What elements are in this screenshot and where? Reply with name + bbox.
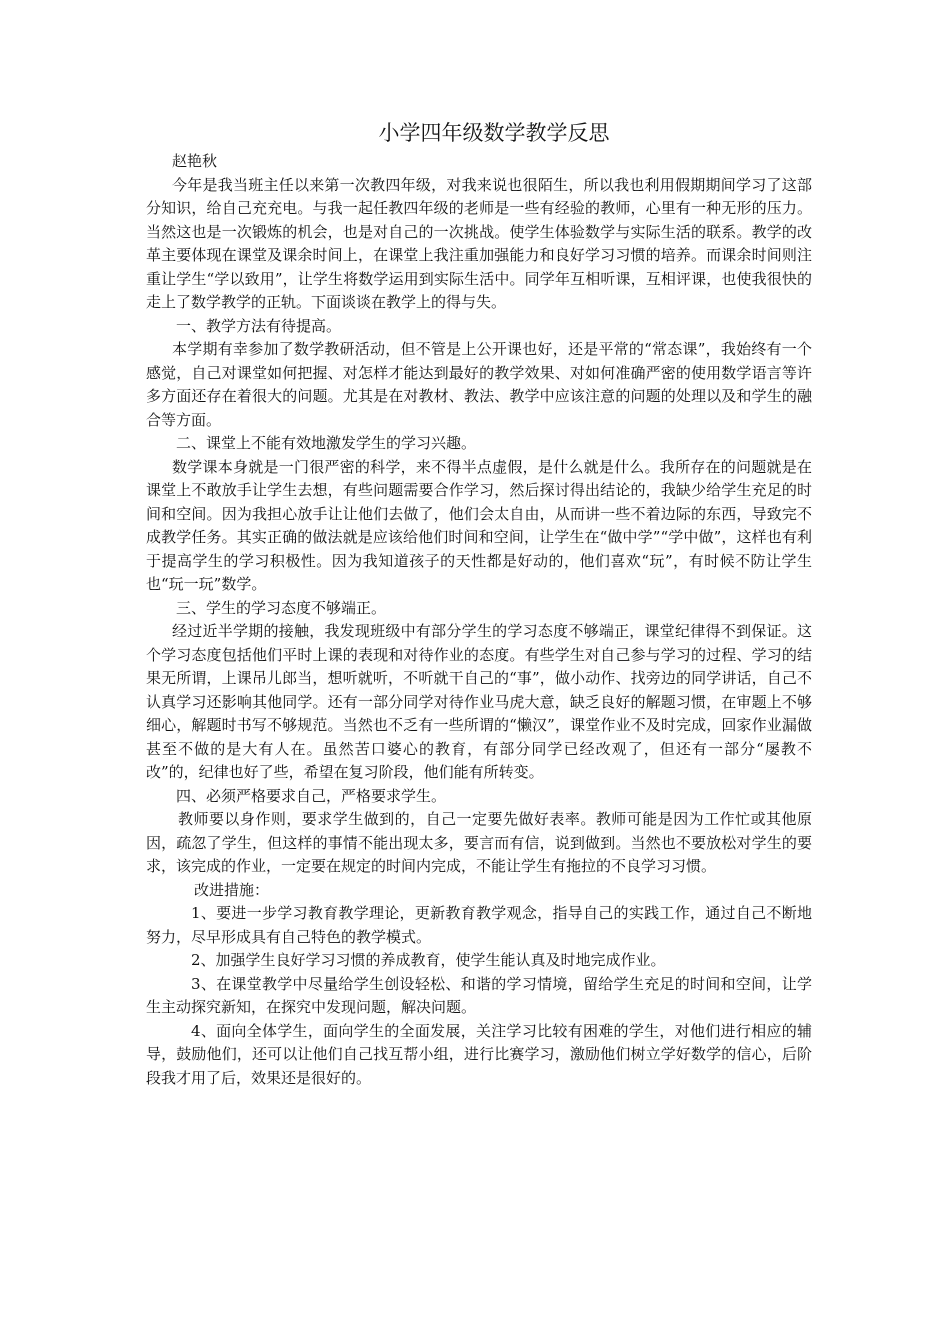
section-1-heading: 一、教学方法有待提高。 [176, 316, 342, 335]
document-title: 小学四年级数学教学反思 [378, 121, 610, 145]
measure-2: 2、加强学生良好学习习惯的养成教育，使学生能认真及时地完成作业。 [191, 951, 666, 969]
section-1-body: 本学期有幸参加了数学教研活动，但不管是上公开课也好，还是平常的“常态课”，我始终有一个感觉，自己对课堂如何把握、对怎样才能达到最好的教学效果、对如何准确严密的使用数学语言等许多方面还存在着很大的问题。尤其是在对教材、教法、教学中应该注意的问题的处理以及和学生的融合等方面。 [146, 340, 812, 429]
document-author: 赵艳秋 [172, 152, 218, 170]
section-4-body: 教师要以身作则，要求学生做到的，自己一定要先做好表率。教师可能是因为工作忙或其他原因，疏忽了学生，但这样的事情不能出现太多，要言而有信，说到做到。当然也不要放松对学生的要求，该完成的作业，一定要在规定的时间内完成，不能让学生有拖拉的不良学习习惯。 [146, 810, 812, 875]
measure-3: 3、在课堂教学中尽量给学生创设轻松、和谐的学习情境，留给学生充足的时间和空间，让学生主动探究新知，在探究中发现问题，解决问题。 [146, 974, 812, 1016]
improvement-heading: 改进措施： [194, 880, 270, 899]
section-2-heading: 二、课堂上不能有效地激发学生的学习兴趣。 [176, 434, 477, 452]
section-4-heading: 四、必须严格要求自己，严格要求学生。 [176, 786, 447, 805]
document-page [146, 118, 812, 1090]
measure-1: 1、要进一步学习教育教学理论，更新教育教学观念，指导自己的实践工作，通过自己不断地努力，尽早形成具有自己特色的教学模式。 [146, 904, 812, 946]
intro-paragraph: 今年是我当班主任以来第一次教四年级，对我来说也很陌生，所以我也利用假期期间学习了这部分知识，给自己充充电。与我一起任教四年级的老师是一些有经验的教师，心里有一种无形的压力。当然这也是一次锻炼的机会，也是对自己的一次挑战。使学生体验数学与实际生活的联系。教学的改革主要体现在课堂及课余时间上，在课堂上我注重加强能力和良好学习习惯的培养。而课余时间则注重让学生“学以致用”，让学生将数学运用到实际生活中。同学年互相听课，互相评课，也使我很快的走上了数学教学的正轨。下面谈谈在教学上的得与失。 [146, 175, 812, 311]
section-3-heading: 三、学生的学习态度不够端正。 [176, 598, 387, 617]
section-3-body: 经过近半学期的接触，我发现班级中有部分学生的学习态度不够端正，课堂纪律得不到保证。这个学习态度包括他们平时上课的表现和对待作业的态度。有些学生对自己参与学习的过程、学习的结果无所谓，上课吊儿郎当，想听就听，不听就干自己的“事”，做小动作、找旁边的同学讲话，自己不认真学习还影响其他同学。还有一部分同学对待作业马虎大意，缺乏良好的解题习惯，在审题上不够细心，解题时书写不够规范。当然也不乏有一些所谓的“懒汉”，课堂作业不及时完成，回家作业漏做甚至不做的是大有人在。虽然苦口婆心的教育，有部分同学已经改观了，但还有一部分“屡教不改”的，纪律也好了些，希望在复习阶段，他们能有所转变。 [146, 622, 812, 781]
measure-4: 4、面向全体学生，面向学生的全面发展，关注学习比较有困难的学生，对他们进行相应的辅导，鼓励他们，还可以让他们自己找互帮小组，进行比赛学习，激励他们树立学好数学的信心，后阶段我才用了后，效果还是很好的。 [146, 1021, 812, 1087]
section-2-body: 数学课本身就是一门很严密的科学，来不得半点虚假，是什么就是什么。我所存在的问题就是在课堂上不敢放手让学生去想，有些问题需要合作学习，然后探讨得出结论的，我缺少给学生充足的时间和空间。因为我担心放手让让他们去做了，他们会太自由，从而讲一些不着边际的东西，导致完不成教学任务。其实正确的做法就是应该给他们时间和空间，让学生在“做中学”“学中做”，这样也有利于提高学生的学习积极性。因为我知道孩子的天性都是好动的，他们喜欢“玩”，有时候不防让学生也“玩一玩”数学。 [146, 457, 812, 593]
